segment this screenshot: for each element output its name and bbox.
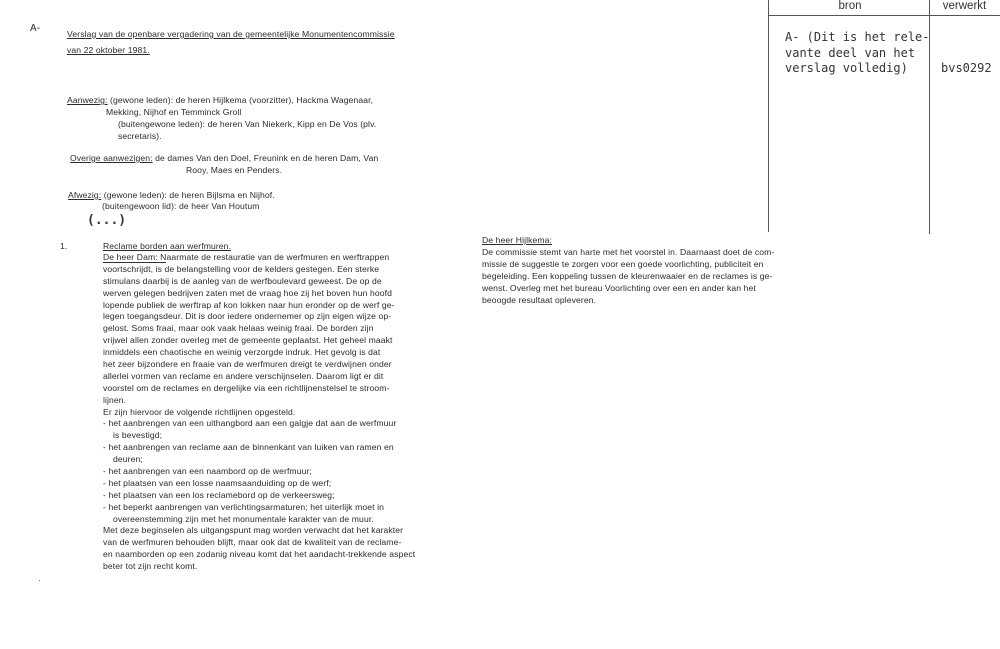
table-header-rule xyxy=(768,15,1000,16)
text-line: is bevestigd; xyxy=(113,430,163,441)
text-line: legen toegangsdeur. Dit is door iedere ondernemer op zijn eigen wijze op- xyxy=(103,311,392,322)
text-line: het zeer bijzondere en fraaie van de werfmuren dreigt te verdwijnen onder xyxy=(103,359,392,370)
present-line: (gewone leden): de heren Hijlkema (voorzitter), Hackma Wagenaar, xyxy=(107,95,374,105)
text-line: - het aanbrengen van een naambord op de werfmuur; xyxy=(103,466,312,477)
scan-dot: · xyxy=(38,575,41,585)
text-line: missie de suggestie te zorgen voor een goede voorlichting, publiciteit en xyxy=(482,258,764,269)
speaker-hijlkema: De heer Hijlkema: xyxy=(482,235,552,245)
verwerkt-code: bvs0292 xyxy=(941,61,992,75)
omission-ellipsis: (...) xyxy=(87,213,127,228)
attendance-other xyxy=(70,153,378,165)
text-line: lijnen. xyxy=(103,394,127,405)
text-line: - het plaatsen van een los reclamebord op de verkeersweg; xyxy=(103,489,335,500)
text-line: deuren; xyxy=(113,454,143,465)
text-line: voorstel om de reclames en dergelijke via een richtlijnenstelsel te stroom- xyxy=(103,382,390,393)
document-marker: A- xyxy=(30,23,41,34)
column-header-verwerkt: verwerkt xyxy=(942,0,987,12)
absent-label: Afwezig: xyxy=(68,190,102,200)
present-line: secretaris). xyxy=(118,131,162,141)
text-line: - het plaatsen van een losse naamsaanduiding op de werf; xyxy=(103,477,332,488)
absent-line: (buitengewoon lid): de heer Van Houtum xyxy=(102,201,260,211)
text-line: - het aanbrengen van reclame aan de binnenkant van luiken van ramen en xyxy=(103,442,394,453)
report-title-line-1: Verslag van de openbare vergadering van de gemeentelijke Monumentencommissie xyxy=(67,29,395,39)
text-line: begeleiding. Een koppeling tussen de kleurenwaaier en de reclames is ge- xyxy=(482,270,773,281)
text-line: Met deze beginselen als uitgangspunt mag worden verwacht dat het karakter xyxy=(103,525,404,536)
text-line: voortschrijdt, is de belangstelling voor de kelders gestegen. Een sterke xyxy=(103,263,380,274)
table-left-border xyxy=(768,0,769,232)
text-line: De commissie stemt van harte met het voorstel in. Daarnaast doet de com- xyxy=(482,247,775,257)
text-line: Er zijn hiervoor de volgende richtlijnen opgesteld. xyxy=(103,406,296,417)
text-line: gelost. Soms fraai, maar ook vaak helaas weinig fraai. De borden zijn xyxy=(103,323,374,334)
speaker-dam-underline xyxy=(103,262,166,263)
hijlkema-statement xyxy=(482,247,774,306)
present-line: Mekking, Nijhof en Temminck Groll xyxy=(106,107,242,117)
text-line: beter tot zijn recht komt. xyxy=(103,561,198,572)
text-line: stimulans daarbij is de aanleg van de werfboulevard geweest. De op de xyxy=(103,275,382,286)
present-label: Aanwezig: xyxy=(67,95,108,105)
text-line: werven gelegen bedrijven zaten met de vraag hoe zij het boven hun hoofd xyxy=(103,287,392,298)
other-present-label: Overige aanwezigen: xyxy=(70,153,153,163)
text-line: De heer Dam: Naarmate de restauratie van de werfmuren en werftrappen xyxy=(103,252,390,262)
text-line: - het beperkt aanbrengen van verlichtingsarmaturen; het uiterlijk moet in xyxy=(103,501,385,512)
text-line: allerlei vormen van reclame en andere verschijnselen. Daarom ligt er dit xyxy=(103,370,384,381)
absent-line: (gewone leden): de heren Bijlsma en Nijhof. xyxy=(101,190,275,200)
text-line: vrijwel allen zonder overleg met de gemeente geplaatst. Het geheel maakt xyxy=(103,335,393,346)
text-line: lopende publiek de werftrap af kon lokken naar hun eronder op de werf ge- xyxy=(103,299,395,310)
attendance-present xyxy=(67,95,373,107)
bron-note xyxy=(785,30,930,77)
text-line: beoogde resultaat opleveren. xyxy=(482,294,597,305)
text-line: overeenstemming zijn met het monumentale karakter van de muur. xyxy=(113,513,374,524)
bron-note-line: verslag volledig) xyxy=(785,61,908,76)
text-line: en naamborden op een zodanig niveau komt dat het aandacht-trekkende aspect xyxy=(103,549,416,560)
bron-note-line: vante deel van het xyxy=(785,45,916,60)
present-line: (buitengewone leden): de heren Van Niekerk, Kipp en De Vos (plv. xyxy=(118,119,377,129)
item-number: 1. xyxy=(60,241,68,251)
dam-statement xyxy=(103,252,415,573)
column-header-bron: bron xyxy=(838,0,862,12)
text-line: inmiddels een chaotische en weinig verzorgde indruk. Het gevolg is dat xyxy=(103,347,381,358)
other-present-line: Rooy, Maes en Penders. xyxy=(186,165,283,175)
other-present-line: de dames Van den Doel, Freunink en de heren Dam, Van xyxy=(152,153,379,163)
item-title: Reclame borden aan werfmuren. xyxy=(103,241,232,251)
text-line: wenst. Overleg met het bureau Voorlichting over een en ander kan het xyxy=(482,282,756,293)
text-line: van de werfmuren behouden blijft, maar ook dat de kwaliteit van de reclame- xyxy=(103,537,402,548)
bron-note-line: A- (Dit is het rele- xyxy=(785,30,930,44)
report-title-line-2: van 22 oktober 1981. xyxy=(67,45,150,55)
text-line: - het aanbrengen van een uithangbord aan een galgje dat aan de werfmuur xyxy=(103,418,397,429)
